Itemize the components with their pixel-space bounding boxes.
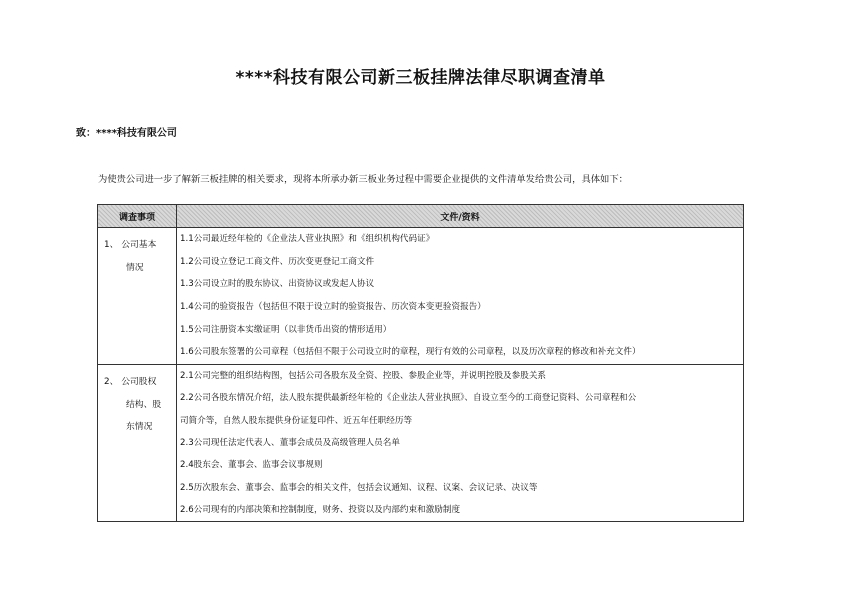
header-documents: 文件/资料 [177, 205, 744, 228]
list-item: 1.3公司设立时的股东协议、出资协议或发起人协议 [180, 279, 375, 290]
list-item: 2.5历次股东会、董事会、监事会的相关文件，包括会议通知、议程、议案、会议记录、决议等 [180, 482, 538, 493]
list-item: 1.4公司的验资报告（包括但不限于设立时的验资报告、历次资本变更验资报告） [180, 302, 486, 313]
list-item: 1.2公司设立登记工商文件、历次变更登记工商文件 [180, 256, 375, 267]
list-item: 1.1公司最近经年检的《企业法人营业执照》和《组织机构代码证》 [180, 234, 435, 244]
list-item: 2.3公司现任法定代表人、董事会成员及高级管理人员名单 [180, 438, 400, 449]
table-row-equity-structure [98, 365, 744, 522]
category-line: 情况 [126, 262, 144, 273]
document-title: ****科技有限公司新三板挂牌法律尽职调查清单 [235, 68, 606, 88]
list-item: 司简介等，自然人股东提供身份证复印件、近五年任职经历等 [180, 415, 413, 426]
list-item: 2.6公司现有的内部决策和控制制度，财务、投资以及内部约束和激励制度 [180, 504, 461, 515]
category-line: 结构、股 [126, 399, 162, 410]
list-item: 1.5公司注册资本实缴证明（以非货币出资的情形适用） [180, 324, 392, 335]
category-line: 东情况 [126, 422, 153, 433]
category-line: 1、 公司基本 [104, 240, 157, 250]
items-cell-2 [177, 365, 744, 522]
table-header-row [98, 205, 744, 228]
intro-paragraph: 为使贵公司进一步了解新三板挂牌的相关要求，现将本所承办新三板业务过程中需要企业提供的文件清单发给贵公司，具体如下： [98, 174, 628, 185]
category-cell-2 [98, 365, 177, 522]
category-line: 2、 公司股权 [104, 377, 157, 388]
list-item: 2.2公司各股东情况介绍，法人股东提供最新经年检的《企业法人营业执照》、自设立至今的工商登记资料、公司章程和公 [180, 393, 637, 404]
category-cell-1 [98, 228, 177, 365]
recipient-line: 致：****科技有限公司 [76, 128, 177, 139]
due-diligence-table [97, 204, 744, 522]
items-cell-1 [177, 228, 744, 365]
list-item: 1.6公司股东签署的公司章程（包括但不限于公司设立时的章程，现行有效的公司章程，以及历次章程的修改和补充文件） [180, 347, 641, 358]
header-investigation-item: 调查事项 [98, 205, 177, 228]
table-row-company-basic-info [98, 228, 744, 365]
list-item: 2.1公司完整的组织结构图，包括公司各股东及全资、控股、参股企业等，并说明控股及参股关系 [180, 371, 547, 382]
list-item: 2.4股东会、董事会、监事会议事规则 [180, 460, 323, 471]
